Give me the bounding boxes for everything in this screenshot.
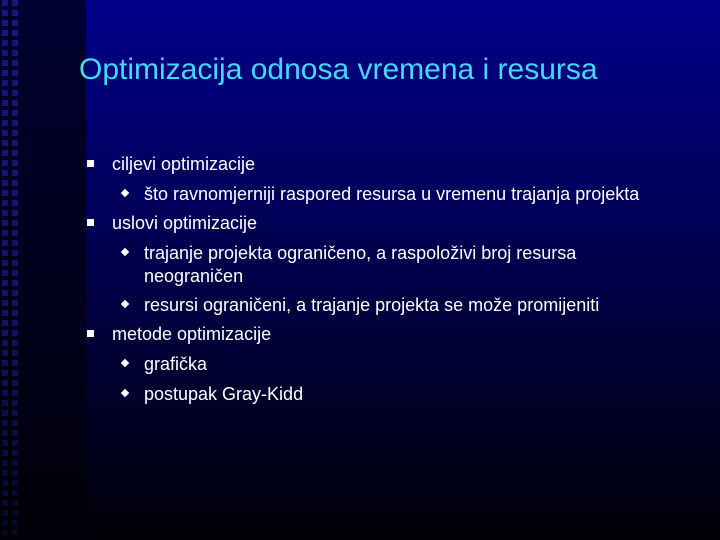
sub-bullet-item-line2: neograničen (144, 266, 244, 286)
bullet-item: metode optimizacije (112, 324, 272, 344)
sub-bullet-item: grafička (144, 354, 208, 374)
diamond-bullet-icon (121, 189, 129, 197)
diamond-bullet-icon (121, 248, 129, 256)
slide-title: Optimizacija odnosa vremena i resursa (79, 53, 598, 86)
diamond-bullet-icon (121, 300, 129, 308)
sub-bullet-item-line1: trajanje projekta ograničeno, a raspoloživi broj resursa (144, 243, 577, 263)
bullet-item: ciljevi optimizacije (112, 154, 256, 174)
sub-bullet-item: postupak Gray-Kidd (144, 384, 304, 404)
square-bullet-icon (87, 160, 94, 167)
square-bullet-icon (87, 219, 94, 226)
bullet-item: uslovi optimizacije (112, 213, 258, 233)
diamond-bullet-icon (121, 389, 129, 397)
square-bullet-icon (87, 330, 94, 337)
sub-bullet-item: što ravnomjerniji raspored resursa u vremenu trajanja projekta (144, 184, 640, 204)
diamond-bullet-icon (121, 359, 129, 367)
sub-bullet-item: resursi ograničeni, a trajanje projekta se može promijeniti (144, 295, 600, 315)
